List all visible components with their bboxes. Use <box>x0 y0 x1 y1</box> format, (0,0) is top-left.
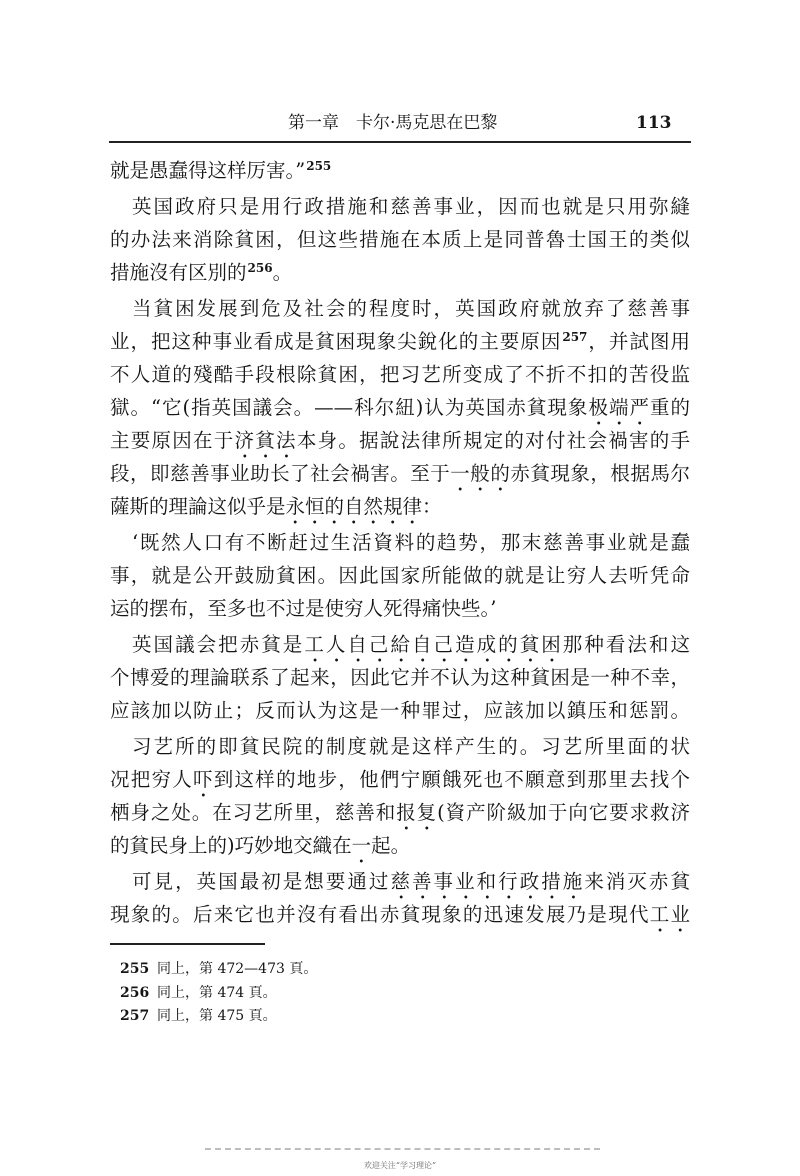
text-line <box>110 898 690 931</box>
text-line <box>110 223 690 256</box>
text-segment: 习艺所的即貧民院的制度就是这样产生的。习艺所里面的状 <box>132 735 690 758</box>
emphasized-text: 济貧法 <box>234 429 297 452</box>
text-line <box>110 763 690 796</box>
paragraph <box>110 730 690 862</box>
footnote <box>120 982 317 1006</box>
emphasized-text: 慈善事业和行政措施 <box>390 870 585 893</box>
paragraph <box>110 628 690 727</box>
emphasized-text: 极端严 <box>588 396 650 419</box>
footnote-text: 同上，第 472—473 頁。 <box>157 961 318 977</box>
text-segment: 措施沒有区別的 <box>110 261 247 284</box>
text-segment: 獄。“它(指英国議会。——科尔紐)认为英国赤貧現象 <box>110 396 589 419</box>
text-line <box>110 154 690 187</box>
footnote <box>120 1005 317 1029</box>
text-line <box>110 796 690 829</box>
text-segment: 。 <box>272 261 293 284</box>
page-number: 113 <box>636 113 672 133</box>
text-line <box>110 256 690 289</box>
text-line <box>110 391 690 424</box>
text-line <box>110 865 690 898</box>
text-line <box>110 592 690 625</box>
text-segment: 的办法来消除貧困，但这些措施在本质上是同普魯士国王的类似 <box>110 228 690 251</box>
text-line <box>110 730 690 763</box>
text-segment: 栖身之处。在习艺所里，慈善和 <box>110 801 397 824</box>
chapter-title: 第一章 卡尔·馬克思在巴黎 <box>288 113 498 133</box>
footnote-text: 同上，第 475 頁。 <box>157 1008 277 1024</box>
footnote-text: 同上，第 474 頁。 <box>157 984 277 1001</box>
footnote <box>120 958 317 982</box>
text-segment: ，并試图用 <box>587 330 690 353</box>
emphasized-text: 工业 <box>649 903 690 926</box>
text-segment: 本身。据說法律所規定的对付社会禍害的手 <box>296 429 690 452</box>
paragraph <box>110 190 690 289</box>
paragraph <box>110 526 690 625</box>
text-segment: ‘既然人口有不断赶过生活資料的趋势，那末慈善事业就是蠢 <box>132 531 690 554</box>
text-line <box>110 424 690 457</box>
text-line <box>110 694 690 727</box>
text-segment: 到这样的地步，他們宁願餓死也不願意到那里去找个 <box>213 768 690 791</box>
emphasized-text: 报复 <box>396 801 438 824</box>
header-rule <box>109 141 691 143</box>
text-segment: 段，即慈善事业助长了社会禍害。至于 <box>110 462 451 485</box>
paragraph <box>110 292 690 523</box>
footnote-rule <box>110 943 265 945</box>
text-segment: 赤貧現象，根据馬尔 <box>510 462 690 485</box>
text-segment: 英国議会把赤貧是 <box>132 633 305 656</box>
text-segment: ： <box>422 495 442 518</box>
text-segment: 不人道的殘酷手段根除貧困，把习艺所变成了不折不扣的苦役监 <box>110 363 690 386</box>
footnote-ref: 255 <box>306 159 332 173</box>
text-line <box>110 190 690 223</box>
text-segment: 当貧困发展到危及社会的程度时，英国政府就放弃了慈善事 <box>132 297 690 320</box>
text-segment: 况把穷人 <box>110 768 194 791</box>
text-segment: 起。 <box>371 834 411 857</box>
text-line <box>110 661 690 694</box>
text-segment: 就是愚蠢得这样厉害。” <box>110 159 306 182</box>
scan-edge-mark <box>205 1148 600 1150</box>
emphasized-text: 吓 <box>193 768 214 791</box>
text-line <box>110 628 690 661</box>
text-segment: 个博爱的理論联系了起来，因此它并不认为这种貧困是一种不幸， <box>110 666 690 689</box>
text-line <box>110 559 690 592</box>
footnote-ref: 256 <box>247 261 273 275</box>
text-segment: 应該加以防止；反而认为这是一种罪过，应該加以鎮压和惩罰。 <box>110 699 690 722</box>
paragraph <box>110 154 690 187</box>
watermark-text: 欢迎关注“学习理论” <box>363 1161 437 1170</box>
text-line <box>110 292 690 325</box>
footnote-number: 255 <box>120 961 150 977</box>
text-segment: (資产阶級加于向它要求救济 <box>437 801 690 824</box>
text-segment: 事，就是公开鼓励貧困。因此国家所能做的就是让穷人去听凭命 <box>110 564 690 587</box>
text-segment: 現象的。后来它也并沒有看出赤貧現象的迅速发展乃是現代 <box>110 903 650 926</box>
emphasized-text: 永恒的自然規律 <box>285 495 423 518</box>
text-segment: 薩斯的理論这似乎是 <box>110 495 286 518</box>
text-segment: 那种看法和这 <box>562 633 690 656</box>
text-segment: 业，把这种事业看成是貧困現象尖銳化的主要原因 <box>110 330 562 353</box>
text-line <box>110 325 690 358</box>
footnotes <box>120 958 317 1029</box>
text-line <box>110 829 690 862</box>
text-segment: 英国政府只是用行政措施和慈善事业，因而也就是只用弥縫 <box>132 195 690 218</box>
text-line <box>110 490 690 523</box>
text-segment: 主要原因在于 <box>110 429 235 452</box>
body-text <box>110 154 690 931</box>
text-segment: 重的 <box>649 396 690 419</box>
text-segment: 的貧民身上的)巧妙地交織在 <box>110 834 352 857</box>
footnote-number: 257 <box>120 1008 150 1024</box>
text-line <box>110 526 690 559</box>
text-segment: 可見，英国最初是想要通过 <box>132 870 391 893</box>
emphasized-text: 工人自己給自己造成的貧困 <box>304 633 563 656</box>
text-segment: 运的摆布，至多也不过是使穷人死得痛快些。’ <box>110 597 497 620</box>
text-line <box>110 457 690 490</box>
paragraph <box>110 865 690 931</box>
text-line <box>110 358 690 391</box>
footnote-ref: 257 <box>562 330 588 344</box>
emphasized-text: 一 <box>351 834 372 857</box>
emphasized-text: 一般的 <box>450 462 511 485</box>
footnote-number: 256 <box>120 984 150 1001</box>
text-segment: 来消灭赤貧 <box>584 870 690 893</box>
